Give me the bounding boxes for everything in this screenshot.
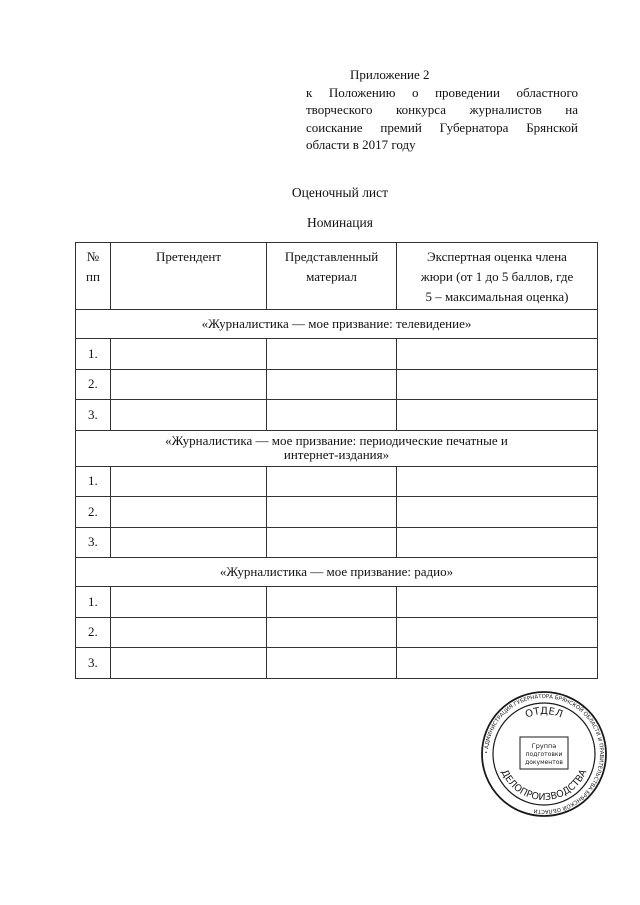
score-cell[interactable] <box>397 497 598 528</box>
stamp-center-line: Группа <box>531 742 557 750</box>
table-row <box>76 497 598 528</box>
material-cell[interactable] <box>267 339 397 370</box>
category-title: «Журналистика — мое призвание: радио» <box>76 558 598 587</box>
category-row-radio <box>76 558 598 587</box>
candidate-cell[interactable] <box>111 587 267 618</box>
header-material: Представленный материал <box>267 243 397 310</box>
stamp-center-line: документов <box>525 759 563 766</box>
material-cell[interactable] <box>267 466 397 497</box>
material-cell[interactable] <box>267 527 397 558</box>
header-score: Экспертная оценка члена жюри (от 1 до 5 баллов, где 5 – максимальная оценка) <box>397 243 598 310</box>
official-stamp <box>480 690 608 818</box>
score-cell[interactable] <box>397 527 598 558</box>
candidate-cell[interactable] <box>111 617 267 648</box>
category-row-tv <box>76 310 598 339</box>
score-cell[interactable] <box>397 587 598 618</box>
stamp-top-text: ОТДЕЛ <box>523 705 565 721</box>
table-row <box>76 369 598 400</box>
appendix-title: Приложение 2 <box>350 67 430 82</box>
appendix-line: области в 2017 году <box>306 137 416 152</box>
table-row <box>76 339 598 370</box>
category-row-print <box>76 430 598 466</box>
stamp-center-line: подготовки <box>525 751 563 758</box>
score-cell[interactable] <box>397 400 598 431</box>
candidate-cell[interactable] <box>111 339 267 370</box>
stamp-outer-text: • АДМИНИСТРАЦИЯ ГУБЕРНАТОРА БРЯНСКОЙ ОБЛАСТИ И ПРАВИТЕЛЬСТВА БРЯНСКОЙ ОБЛАСТИ <box>483 693 605 815</box>
score-cell[interactable] <box>397 617 598 648</box>
row-number: 1. <box>76 466 111 497</box>
row-number: 3. <box>76 527 111 558</box>
category-title: «Журналистика — мое призвание: телевидение» <box>76 310 598 339</box>
table-row <box>76 400 598 431</box>
table-row <box>76 587 598 618</box>
stamp-bottom-text: ДЕЛОПРОИЗВОДСТВА <box>498 767 590 804</box>
score-cell[interactable] <box>397 466 598 497</box>
score-cell[interactable] <box>397 339 598 370</box>
candidate-cell[interactable] <box>111 497 267 528</box>
header-number: № пп <box>76 243 111 310</box>
material-cell[interactable] <box>267 497 397 528</box>
row-number: 1. <box>76 339 111 370</box>
material-cell[interactable] <box>267 400 397 431</box>
nomination-label: Номинация <box>307 215 373 230</box>
evaluation-table <box>75 242 598 679</box>
row-number: 2. <box>76 617 111 648</box>
material-cell[interactable] <box>267 617 397 648</box>
row-number: 2. <box>76 497 111 528</box>
candidate-cell[interactable] <box>111 400 267 431</box>
table-row <box>76 617 598 648</box>
score-cell[interactable] <box>397 648 598 679</box>
row-number: 2. <box>76 369 111 400</box>
row-number: 3. <box>76 648 111 679</box>
candidate-cell[interactable] <box>111 648 267 679</box>
table-row <box>76 648 598 679</box>
material-cell[interactable] <box>267 587 397 618</box>
header-candidate: Претендент <box>111 243 267 310</box>
category-title: «Журналистика — мое призвание: периодические печатные и интернет-издания» <box>76 430 598 466</box>
material-cell[interactable] <box>267 648 397 679</box>
candidate-cell[interactable] <box>111 527 267 558</box>
candidate-cell[interactable] <box>111 369 267 400</box>
appendix-line: творческого конкурса журналистов на <box>306 102 578 117</box>
appendix-line: соискание премий Губернатора Брянской <box>306 119 578 135</box>
row-number: 3. <box>76 400 111 431</box>
score-cell[interactable] <box>397 369 598 400</box>
row-number: 1. <box>76 587 111 618</box>
appendix-line: к Положению о проведении областного <box>306 84 578 100</box>
material-cell[interactable] <box>267 369 397 400</box>
candidate-cell[interactable] <box>111 466 267 497</box>
table-row <box>76 466 598 497</box>
table-header-row <box>76 243 598 310</box>
table-row <box>76 527 598 558</box>
sheet-title: Оценочный лист <box>291 185 389 200</box>
appendix-block <box>306 66 578 154</box>
